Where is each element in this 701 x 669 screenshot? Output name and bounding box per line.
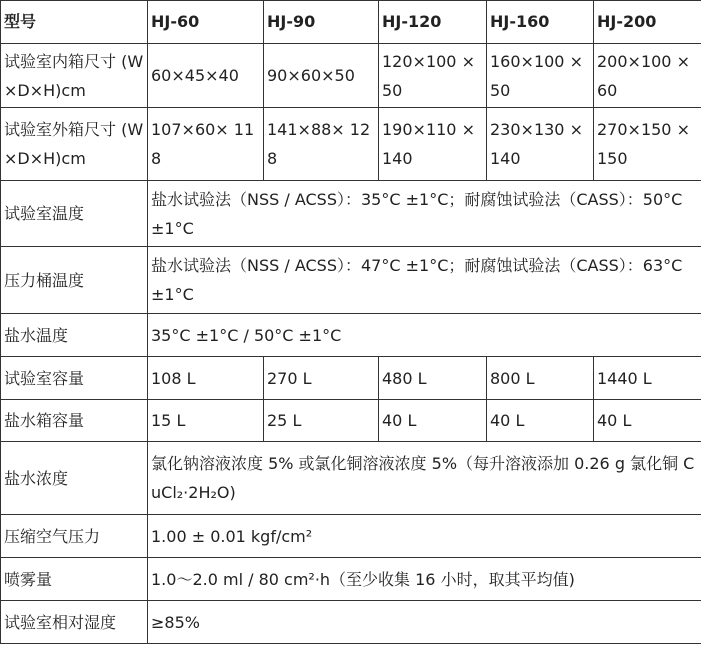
- cell-value: 盐水试验法（NSS / ACSS）：47°C ±1°C；耐腐蚀试验法（CASS）：63°C ±1°C: [148, 247, 701, 314]
- cell-value: 1.0～2.0 ml / 80 cm²·h（至少收集 16 小时，取其平均值): [148, 558, 701, 601]
- cell-value: 盐水试验法（NSS / ACSS）：35°C ±1°C；耐腐蚀试验法（CASS）：50°C ±1°C: [148, 181, 701, 247]
- row-tank-temp: [1, 247, 701, 314]
- row-label: 压力桶温度: [1, 247, 148, 314]
- header-hj-160: HJ-160: [487, 1, 594, 44]
- row-spray-volume: [1, 558, 701, 601]
- row-label: 试验室外箱尺寸 (W×D×H)cm: [1, 108, 148, 181]
- cell-value: 230×130 ×140: [487, 108, 594, 181]
- row-inner-size: [1, 44, 701, 108]
- cell-value: 107×60× 118: [148, 108, 264, 181]
- row-label: 盐水箱容量: [1, 400, 148, 442]
- cell-value: 90×60×50: [264, 44, 379, 108]
- row-label: 盐水温度: [1, 314, 148, 357]
- header-hj-60: HJ-60: [148, 1, 264, 44]
- cell-value: 200×100 ×60: [594, 44, 701, 108]
- cell-value: 108 L: [148, 357, 264, 400]
- cell-value: 160×100 ×50: [487, 44, 594, 108]
- row-relative-humidity: [1, 601, 701, 644]
- row-label: 试验室温度: [1, 181, 148, 247]
- cell-value: 60×45×40: [148, 44, 264, 108]
- row-label: 喷雾量: [1, 558, 148, 601]
- cell-value: 270×150 ×150: [594, 108, 701, 181]
- row-outer-size: [1, 108, 701, 181]
- cell-value: 480 L: [379, 357, 487, 400]
- row-air-pressure: [1, 515, 701, 558]
- row-label: 试验室内箱尺寸 (W×D×H)cm: [1, 44, 148, 108]
- cell-value: 800 L: [487, 357, 594, 400]
- row-label: 压缩空气压力: [1, 515, 148, 558]
- row-chamber-temp: [1, 181, 701, 247]
- row-label: 试验室相对湿度: [1, 601, 148, 644]
- cell-value: 1.00 ± 0.01 kgf/cm²: [148, 515, 701, 558]
- cell-value: 25 L: [264, 400, 379, 442]
- cell-value: 141×88× 128: [264, 108, 379, 181]
- cell-value: 15 L: [148, 400, 264, 442]
- row-brine-temp: [1, 314, 701, 357]
- cell-value: 190×110 ×140: [379, 108, 487, 181]
- header-model: 型号: [1, 1, 148, 44]
- row-label: 盐水浓度: [1, 442, 148, 515]
- row-brine-tank-capacity: [1, 400, 701, 442]
- row-brine-concentration: [1, 442, 701, 515]
- cell-value: ≥85%: [148, 601, 701, 644]
- cell-value: 1440 L: [594, 357, 701, 400]
- cell-value: 270 L: [264, 357, 379, 400]
- cell-value: 氯化钠溶液浓度 5% 或氯化铜溶液浓度 5%（每升溶液添加 0.26 g 氯化铜 CuCl₂·2H₂O): [148, 442, 701, 515]
- cell-value: 120×100 ×50: [379, 44, 487, 108]
- header-row: [1, 1, 701, 44]
- row-chamber-capacity: [1, 357, 701, 400]
- header-hj-200: HJ-200: [594, 1, 701, 44]
- row-label: 试验室容量: [1, 357, 148, 400]
- cell-value: 40 L: [594, 400, 701, 442]
- cell-value: 40 L: [379, 400, 487, 442]
- cell-value: 40 L: [487, 400, 594, 442]
- header-hj-90: HJ-90: [264, 1, 379, 44]
- cell-value: 35°C ±1°C / 50°C ±1°C: [148, 314, 701, 357]
- header-hj-120: HJ-120: [379, 1, 487, 44]
